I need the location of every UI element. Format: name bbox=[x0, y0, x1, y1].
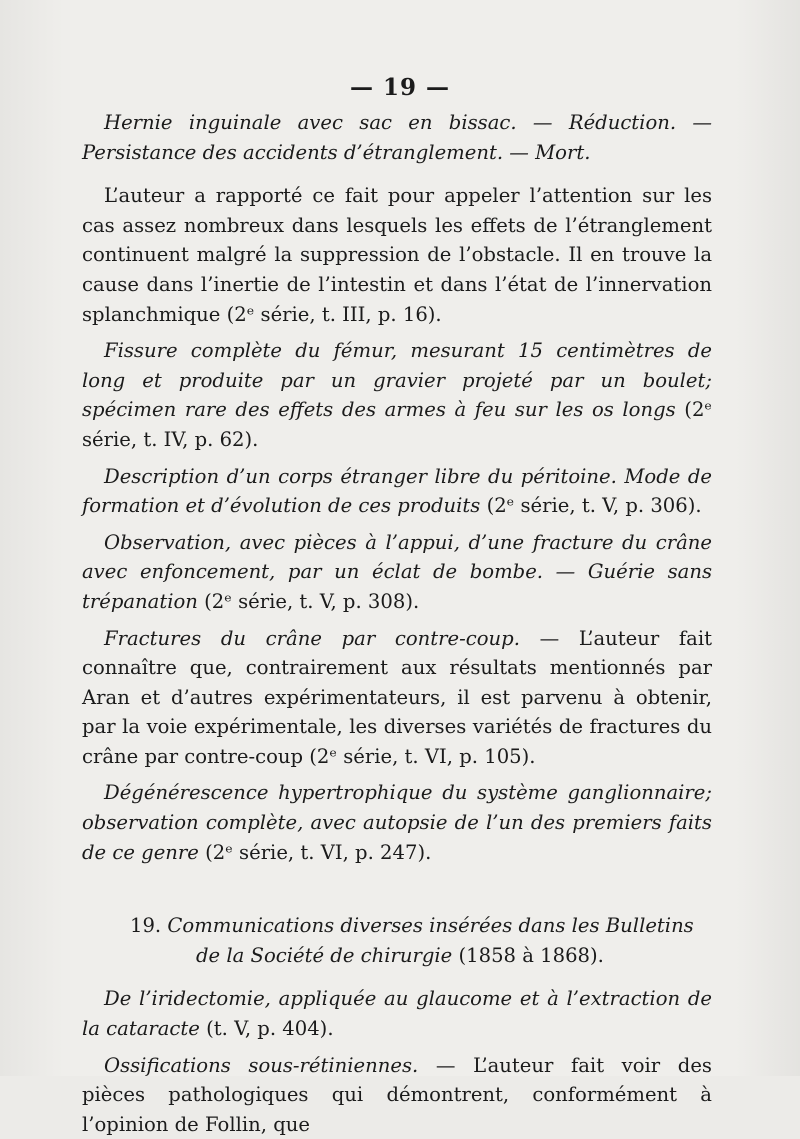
section-title-line2: de la Société de chirurgie bbox=[196, 943, 453, 967]
section-title-line1: Communications diverses insérées dans les Bulletins bbox=[167, 914, 694, 938]
page-number: — 19 — bbox=[349, 74, 451, 101]
section-heading bbox=[82, 911, 712, 970]
section-dates: (1858 à 1868). bbox=[452, 943, 604, 967]
paragraph-fracture-crane: Observation, avec pièces à l’appui, d’une fracture du crâne avec enfoncement, par un éclat de bombe. — Guérie sans trépanation (2ᵉ série, t. V, p. 308). bbox=[82, 530, 712, 613]
paragraph-fissure-femur: Fissure complète du fémur, mesurant 15 centimètres de long et produite par un gravier projeté par un boulet; spécimen rare des effets des armes à feu sur les os longs (2ᵉ série, t. IV, p. 62). bbox=[82, 339, 712, 451]
paragraph-degenerescence: Dégénérescence hypertrophique du système ganglionnaire; observation complète, avec autopsie de l’un des premiers faits de ce genre (2ᵉ série, t. VI, p. 247). bbox=[82, 781, 712, 864]
paragraph-auteur-etranglement: L’auteur a rapporté ce fait pour appeler l’attention sur les cas assez nombreux dans lesquels les effets de l’étranglement continuent malgré la suppression de l’obstacle. Il en trouve la cause dans l’inertie de l’intestin et dans l’état de l’innervation splanchmique (2ᵉ série, t. III, p. 16). bbox=[82, 184, 712, 326]
section-number: 19. bbox=[130, 914, 162, 938]
paragraph-corps-etranger: Description d’un corps étranger libre du péritoine. Mode de formation et d’évolution de ces produits (2ᵉ série, t. V, p. 306). bbox=[82, 464, 712, 518]
paragraph-ossifications: Ossifications sous-rétiniennes. — L’auteur fait voir des pièces pathologiques qui démontrent, conformément à l’opinion de Follin, que bbox=[82, 1053, 712, 1136]
page-body bbox=[82, 108, 712, 1139]
paragraph-contre-coup: Fractures du crâne par contre-coup. — L’auteur fait connaître que, contrairement aux résultats mentionnés par Aran et d’autres expérimentateurs, il est parvenu à obtenir, par la voie expérimentale, les diverses variétés de fractures du crâne par contre-coup (2ᵉ série, t. VI, p. 105). bbox=[82, 626, 712, 768]
paragraph-iridectomie: De l’iridectomie, appliquée au glaucome et à l’extraction de la cataracte (t. V, p. 404). bbox=[82, 987, 712, 1041]
paragraph-hernie: Hernie inguinale avec sac en bissac. — Réduction. — Persistance des accidents d’étranglement. — Mort. bbox=[82, 111, 712, 164]
